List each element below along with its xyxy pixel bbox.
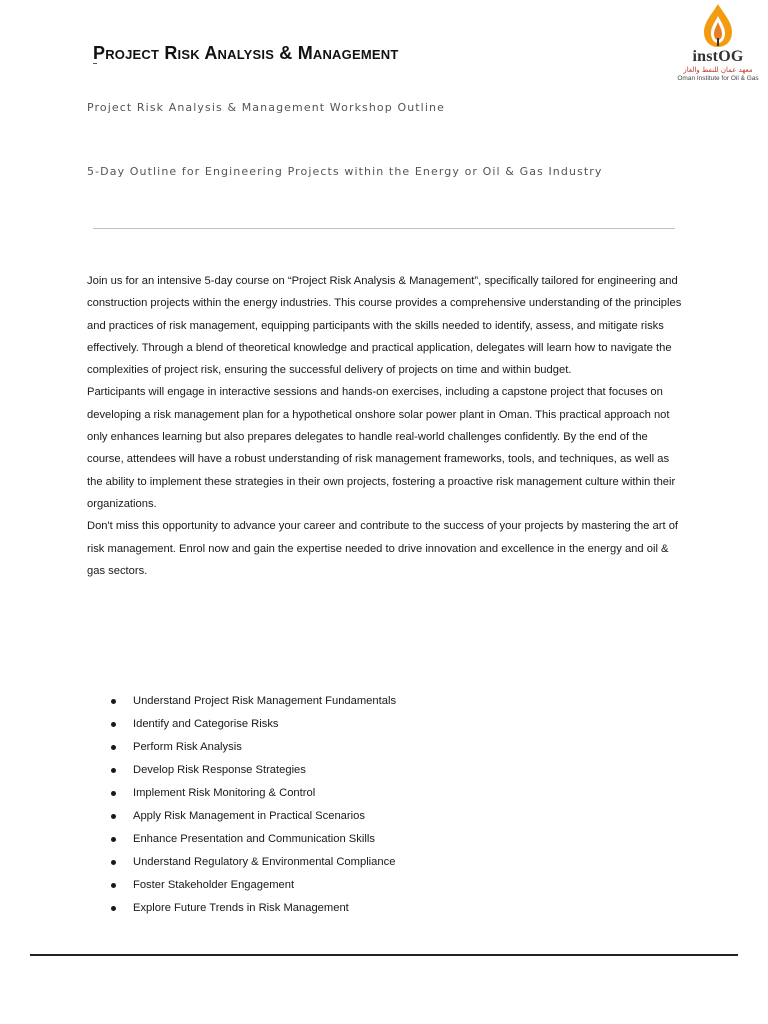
oil-drop-flame-icon — [676, 2, 760, 50]
description-paragraph-call-to-action: Don't miss this opportunity to advance your career and contribute to the success of your projects by mastering the art of risk management. Enrol now and gain the expertise needed to drive innovation and excellence in the energy and oil & gas sectors. — [87, 520, 679, 577]
list-item-text: Apply Risk Management in Practical Scenarios — [133, 810, 365, 822]
list-item — [108, 874, 396, 897]
description-paragraph-activities: Participants will engage in interactive sessions and hands-on exercises, including a capstone project that focuses on developing a risk management plan for a hypothetical onshore solar power plant in Oman. This practical approach not only enhances learning but also prepares delegates to handle real-world challenges confidently. By the end of the course, attendees will have a robust understanding of risk management frameworks, tools, and techniques, as well as the ability to implement these strategies in their own projects, fostering a proactive risk management culture within their organizations. — [87, 386, 676, 510]
list-item — [108, 736, 396, 759]
logo-subtitle: Oman Institute for Oil & Gas — [677, 75, 759, 82]
list-item — [108, 713, 396, 736]
list-item-text: Explore Future Trends in Risk Management — [133, 902, 349, 914]
list-item-text: Foster Stakeholder Engagement — [133, 879, 295, 891]
list-item — [108, 759, 396, 782]
bullet-icon — [111, 699, 116, 704]
bullet-icon — [111, 906, 116, 911]
objectives-list — [108, 690, 396, 920]
list-item — [108, 805, 396, 828]
list-item — [108, 782, 396, 805]
bullet-icon — [111, 745, 116, 750]
list-item-text: Develop Risk Response Strategies — [133, 764, 306, 776]
bullet-icon — [111, 883, 116, 888]
footer-divider — [30, 954, 738, 956]
bullet-icon — [111, 722, 116, 727]
outline-subtitle: 5-Day Outline for Engineering Projects within the Energy or Oil & Gas Industry — [87, 165, 603, 178]
bullet-icon — [111, 837, 116, 842]
bullet-icon — [111, 860, 116, 865]
logo-arabic-text: معهد عمان للنفط والغاز — [683, 66, 753, 74]
bullet-icon — [111, 814, 116, 819]
header-divider — [93, 228, 675, 229]
list-item-text: Enhance Presentation and Communication Skills — [133, 833, 375, 845]
list-item — [108, 851, 396, 874]
bullet-icon — [111, 791, 116, 796]
workshop-subtitle: Project Risk Analysis & Management Workshop Outline — [87, 101, 445, 114]
list-item-text: Implement Risk Monitoring & Control — [133, 787, 316, 799]
instog-logo — [676, 2, 760, 84]
list-item-text: Identify and Categorise Risks — [133, 718, 279, 730]
course-description — [87, 270, 683, 582]
list-item — [108, 690, 396, 713]
page-title: Project Risk Analysis & Management — [93, 43, 399, 63]
list-item-text: Understand Regulatory & Environmental Compliance — [133, 856, 396, 868]
bullet-icon — [111, 768, 116, 773]
list-item — [108, 828, 396, 851]
description-paragraph-intro: Join us for an intensive 5-day course on “Project Risk Analysis & Management”, specifically tailored for engineering and construction projects within the energy industries. This course provides a comprehensive understanding of the principles and practices of risk management, equipping participants with the skills needed to identify, assess, and mitigate risks effectively. Through a blend of theoretical knowledge and practical application, delegates will learn how to navigate the complexities of project risk, ensuring the successful delivery of projects on time and within budget. — [87, 275, 682, 377]
list-item-text: Understand Project Risk Management Fundamentals — [133, 695, 397, 707]
logo-wordmark: instOG — [692, 48, 744, 65]
list-item — [108, 897, 396, 920]
title-mark — [93, 63, 97, 64]
list-item-text: Perform Risk Analysis — [133, 741, 242, 753]
